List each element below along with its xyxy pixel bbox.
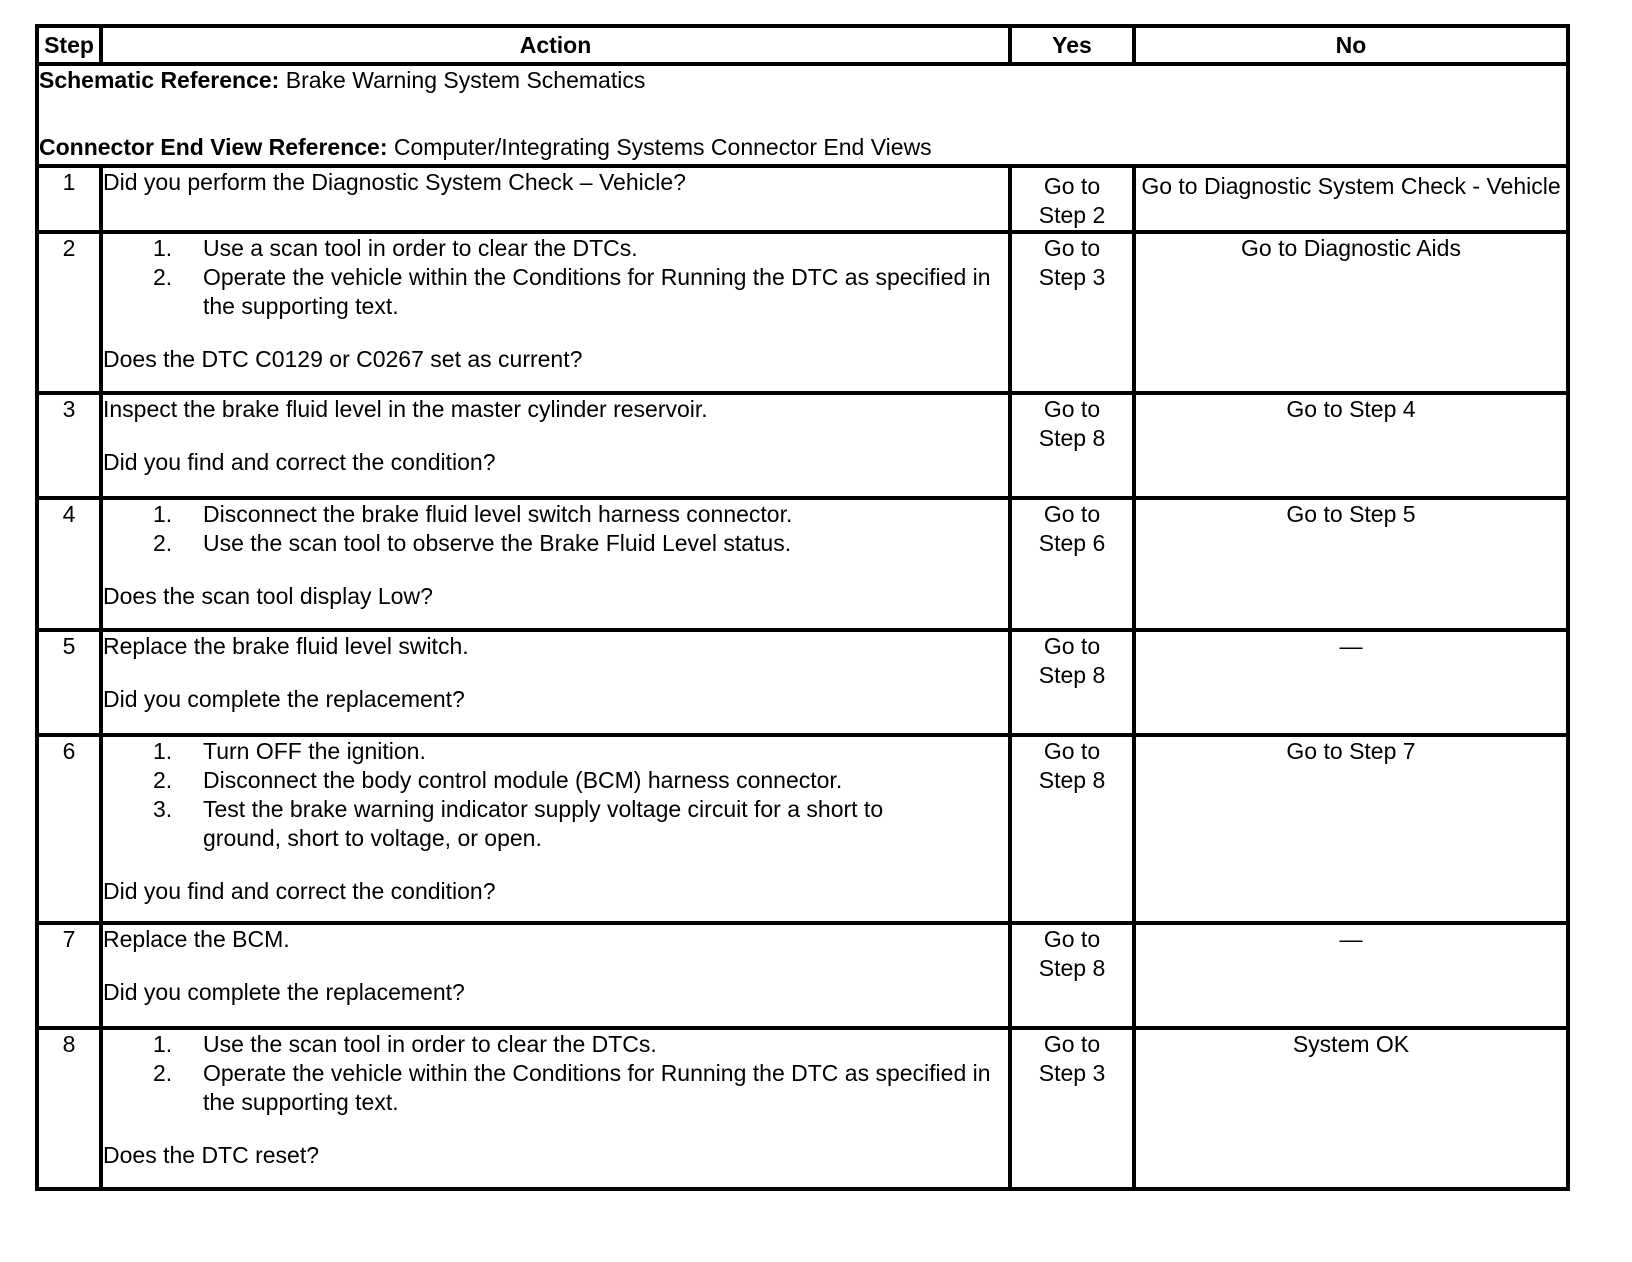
action-question: Did you complete the replacement? (103, 686, 465, 712)
action-item-number: 2. (153, 1060, 173, 1086)
connector-reference (39, 133, 1566, 162)
action-item-text: Turn OFF the ignition. (203, 738, 426, 764)
step-number: 4 (37, 498, 101, 630)
action-item-number: 1. (153, 1031, 173, 1057)
yes-cell (1010, 630, 1134, 735)
step-number: 5 (37, 630, 101, 735)
connector-reference-label: Connector End View Reference: (39, 134, 388, 160)
yes-cell (1010, 393, 1134, 498)
action-item (103, 766, 1008, 795)
yes-step: Step 2 (1038, 202, 1106, 228)
schematic-reference (39, 66, 1566, 95)
yes-text: Go to (1043, 235, 1101, 261)
no-cell: Go to Step 7 (1134, 735, 1568, 923)
action-question: Does the DTC reset? (103, 1142, 320, 1168)
action-item-text: Use the scan tool to observe the Brake Fluid Level status. (203, 530, 792, 556)
action-list (103, 500, 1008, 558)
yes-step: Step 8 (1038, 767, 1106, 793)
step-row (37, 498, 1568, 630)
yes-step: Step 3 (1038, 264, 1106, 290)
action-list (103, 1030, 1008, 1117)
step-row (37, 232, 1568, 393)
action-question: Did you perform the Diagnostic System Check – Vehicle? (103, 169, 686, 195)
action-item-number: 3. (153, 796, 173, 822)
step-number: 2 (37, 232, 101, 393)
action-item-text: Use a scan tool in order to clear the DTCs. (203, 235, 638, 261)
diagnostic-document (35, 24, 1570, 1191)
no-cell: System OK (1134, 1028, 1568, 1189)
action-cell (101, 498, 1010, 630)
action-item (103, 500, 1008, 529)
action-item-number: 2. (153, 264, 173, 290)
yes-step: Step 8 (1038, 425, 1106, 451)
action-cell (101, 1028, 1010, 1189)
action-item-number: 2. (153, 530, 173, 556)
action-item-text: Operate the vehicle within the Conditions for Running the DTC as specified in the supporting text. (203, 1060, 991, 1115)
connector-reference-value: Computer/Integrating Systems Connector End Views (393, 134, 932, 160)
yes-text: Go to (1043, 396, 1101, 422)
action-cell (101, 232, 1010, 393)
header-action: Action (101, 26, 1010, 64)
no-cell: Go to Diagnostic System Check - Vehicle (1134, 166, 1568, 232)
step-row (37, 166, 1568, 232)
yes-step: Step 6 (1038, 530, 1106, 556)
schematic-reference-value: Brake Warning System Schematics (285, 67, 646, 93)
step-number: 6 (37, 735, 101, 923)
action-question: Does the DTC C0129 or C0267 set as current? (103, 346, 583, 372)
action-item-number: 1. (153, 501, 173, 527)
yes-text: Go to (1043, 501, 1101, 527)
header-yes: Yes (1010, 26, 1134, 64)
action-item (103, 263, 1008, 321)
step-number: 8 (37, 1028, 101, 1189)
action-question: Did you find and correct the condition? (103, 449, 496, 475)
action-list (103, 737, 1008, 853)
diagnostic-table (35, 24, 1570, 1191)
action-instruction: Replace the BCM. (103, 926, 290, 952)
action-question: Does the scan tool display Low? (103, 583, 433, 609)
yes-text: Go to (1043, 633, 1101, 659)
action-cell (101, 166, 1010, 232)
action-cell (101, 630, 1010, 735)
step-row (37, 630, 1568, 735)
yes-cell (1010, 1028, 1134, 1189)
reference-row (37, 64, 1568, 166)
action-question: Did you complete the replacement? (103, 979, 465, 1005)
action-item-number: 1. (153, 235, 173, 261)
yes-cell (1010, 923, 1134, 1028)
action-item-number: 1. (153, 738, 173, 764)
no-cell: — (1134, 923, 1568, 1028)
schematic-reference-label: Schematic Reference: (39, 67, 280, 93)
header-step: Step (37, 26, 101, 64)
yes-text: Go to (1043, 1031, 1101, 1057)
no-cell: — (1134, 630, 1568, 735)
step-row (37, 1028, 1568, 1189)
yes-cell (1010, 498, 1134, 630)
no-cell: Go to Diagnostic Aids (1134, 232, 1568, 393)
action-cell (101, 393, 1010, 498)
action-item-text: Use the scan tool in order to clear the DTCs. (203, 1031, 657, 1057)
action-cell (101, 735, 1010, 923)
yes-step: Step 8 (1038, 955, 1106, 981)
action-item (103, 1059, 1008, 1117)
step-row (37, 923, 1568, 1028)
step-number: 7 (37, 923, 101, 1028)
action-item-text: Disconnect the body control module (BCM) harness connector. (203, 767, 843, 793)
step-row (37, 735, 1568, 923)
step-row (37, 393, 1568, 498)
yes-text: Go to (1043, 926, 1101, 952)
yes-cell (1010, 735, 1134, 923)
yes-cell (1010, 232, 1134, 393)
header-no: No (1134, 26, 1568, 64)
action-item-number: 2. (153, 767, 173, 793)
action-item (103, 234, 1008, 263)
header-row (37, 26, 1568, 64)
action-item (103, 529, 1008, 558)
yes-step: Step 3 (1038, 1060, 1106, 1086)
yes-step: Step 8 (1038, 662, 1106, 688)
action-question: Did you find and correct the condition? (103, 878, 496, 904)
action-item-text: Disconnect the brake fluid level switch harness connector. (203, 501, 793, 527)
action-cell (101, 923, 1010, 1028)
action-list (103, 234, 1008, 321)
step-number: 1 (37, 166, 101, 232)
yes-cell (1010, 166, 1134, 232)
no-cell: Go to Step 5 (1134, 498, 1568, 630)
action-item (103, 1030, 1008, 1059)
yes-text: Go to (1043, 173, 1101, 199)
no-cell: Go to Step 4 (1134, 393, 1568, 498)
action-item-text: Test the brake warning indicator supply voltage circuit for a short to ground, short to voltage, or open. (203, 796, 884, 851)
action-instruction: Inspect the brake fluid level in the master cylinder reservoir. (103, 396, 708, 422)
action-instruction: Replace the brake fluid level switch. (103, 633, 469, 659)
yes-text: Go to (1043, 738, 1101, 764)
action-item (103, 737, 1008, 766)
reference-cell (37, 64, 1568, 166)
action-item (103, 795, 1008, 853)
step-number: 3 (37, 393, 101, 498)
action-item-text: Operate the vehicle within the Conditions for Running the DTC as specified in the supporting text. (203, 264, 991, 319)
